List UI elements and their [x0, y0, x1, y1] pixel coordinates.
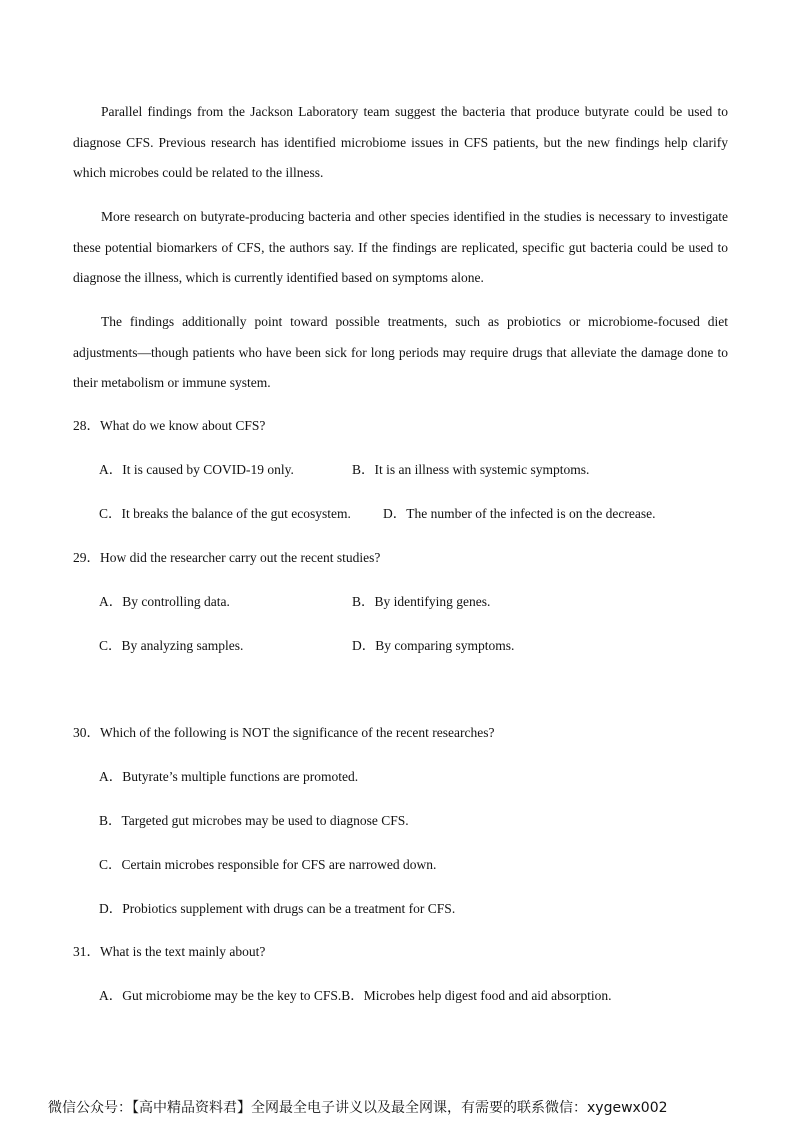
question-stem: 28．What do we know about CFS?: [73, 418, 266, 433]
option-c: C．Certain microbes responsible for CFS are narrowed down.: [99, 857, 437, 872]
option-b: B．It is an illness with systemic symptoms.: [352, 462, 590, 477]
question-stem: 29．How did the researcher carry out the recent studies?: [73, 550, 381, 565]
option-d: D．Probiotics supplement with drugs can be a treatment for CFS.: [99, 901, 456, 916]
option-a-b: A．Gut microbiome may be the key to CFS.B．Microbes help digest food and aid absorption.: [99, 988, 612, 1003]
option-d: D．By comparing symptoms.: [352, 638, 515, 653]
option-a: A．By controlling data.: [99, 594, 230, 609]
question-stem: 31．What is the text mainly about?: [73, 944, 266, 959]
footer-watermark: 微信公众号：【高中精品资料君】全网最全电子讲义以及最全网课，有需要的联系微信：xygewx002: [48, 1100, 668, 1116]
option-a: A．It is caused by COVID-19 only.: [99, 462, 294, 477]
passage-paragraph: Parallel findings from the Jackson Laboratory team suggest the bacteria that produce butyrate could be used to diagnose CFS. Previous research has identified microbiome issues in CFS patients, but the new findings help clarify which microbes could be related to the illness.: [73, 104, 728, 180]
option-d: D．The number of the infected is on the decrease.: [383, 506, 656, 521]
question-stem: 30．Which of the following is NOT the significance of the recent researches?: [73, 725, 495, 740]
option-c: C．It breaks the balance of the gut ecosystem.: [99, 506, 351, 521]
option-b: B．Targeted gut microbes may be used to diagnose CFS.: [99, 813, 409, 828]
option-b: B．By identifying genes.: [352, 594, 491, 609]
option-a: A．Butyrate’s multiple functions are promoted.: [99, 769, 359, 784]
passage-paragraph: The findings additionally point toward possible treatments, such as probiotics or microbiome-focused diet adjustments—though patients who have been sick for long periods may require drugs that alleviate the damage done to their metabolism or immune system.: [73, 314, 728, 390]
option-c: C．By analyzing samples.: [99, 638, 244, 653]
passage-paragraph: More research on butyrate-producing bacteria and other species identified in the studies is necessary to investigate these potential biomarkers of CFS, the authors say. If the findings are replicated, specific gut bacteria could be used to diagnose the illness, which is currently identified based on symptoms alone.: [73, 209, 728, 285]
